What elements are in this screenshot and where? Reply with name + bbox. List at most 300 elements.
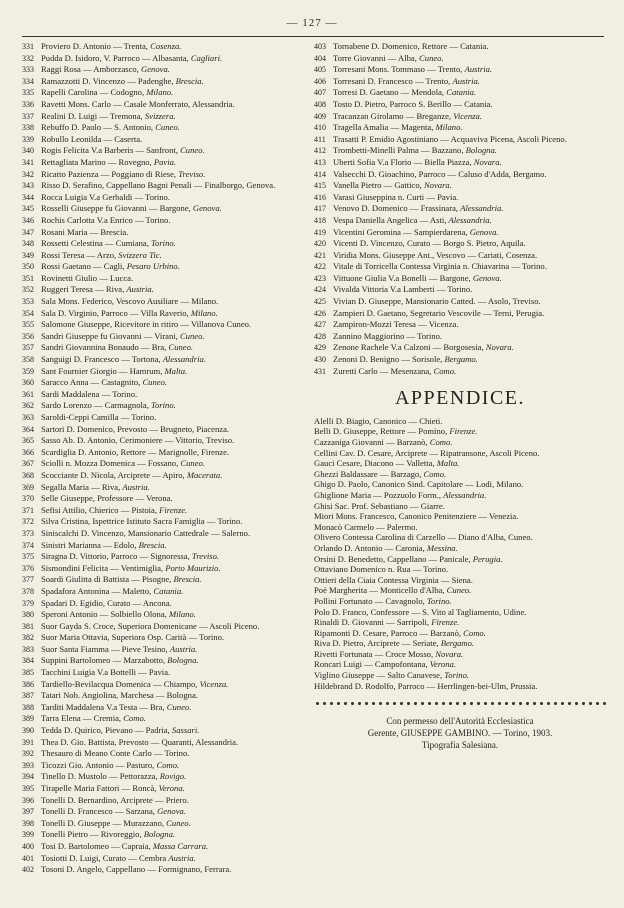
appendix-entry [314, 659, 606, 670]
entry-locality: Austria. [452, 75, 480, 86]
entry-number: 415 [314, 181, 326, 191]
entry-locality: Cuneo. [155, 122, 180, 133]
entry-text: Zampieri D. Gaetano, Segretario Vescovile — Terni, Perugia. [333, 307, 545, 318]
entry-locality: Messina. [426, 542, 458, 553]
entry-text: Rapelli Carolina — Codogno, [41, 87, 147, 98]
entry-number: 426 [314, 308, 326, 318]
entry-text: Riva D. Pietro, Arciprete — Seriate, [314, 638, 441, 649]
entry-number: 381 [22, 621, 34, 631]
entry-text: Cazzaniga Giovanni — Barzanò, [314, 437, 430, 447]
entry-number: 395 [22, 784, 34, 793]
entry-text: Saroldi-Ceppi Camilla — Torino. [41, 412, 157, 422]
list-entry [22, 818, 305, 830]
appendix-entry [314, 490, 606, 501]
appendix-entry [314, 575, 606, 586]
entry-locality: Malta. [436, 458, 460, 469]
entry-text: Soardi Giulitta di Battista — Pisogne, [41, 574, 174, 585]
list-entry [314, 87, 606, 99]
entry-number: 361 [22, 389, 34, 399]
list-entry [22, 516, 305, 528]
entry-text: Salomone Giuseppe, Ricevitore in ritiro — Villanova Cuneo. [41, 319, 252, 330]
entry-text: Scocciante D. Nicola, Arciprete — Apiro, [41, 469, 187, 480]
list-entry [314, 308, 606, 320]
appendix-entry [314, 564, 606, 575]
entry-number: 405 [314, 65, 326, 75]
entry-locality: Como. [156, 759, 180, 770]
list-entry [22, 99, 305, 111]
appendix-entry [314, 585, 606, 596]
list-entry [22, 458, 305, 470]
entry-text: Rovinetti Giulio — Lucca. [41, 272, 134, 283]
entry-locality: Cosenza. [150, 41, 182, 51]
entry-text: Rivetti Fortunata — Croce Mosso, [314, 648, 436, 659]
entry-locality: Firenze. [449, 426, 478, 437]
list-entry [22, 795, 305, 807]
entry-number: 334 [22, 76, 34, 86]
list-entry [22, 760, 305, 772]
list-entry [314, 192, 606, 204]
entry-number: 369 [22, 482, 34, 492]
entry-number: 360 [22, 378, 34, 388]
entry-text: Trombetti-Minelli Palma — Bazzano, [333, 145, 466, 156]
entry-number: 331 [22, 42, 34, 51]
list-entry [22, 134, 305, 146]
entry-number: 353 [22, 297, 34, 307]
entry-number: 414 [314, 169, 326, 179]
list-entry [22, 493, 305, 505]
entry-number: 365 [22, 436, 34, 446]
entry-text: Tosiotti D. Luigi, Curato — Cembra [41, 852, 169, 863]
list-entry [314, 41, 606, 53]
entry-number: 340 [22, 146, 34, 156]
entry-number: 347 [22, 227, 34, 237]
entry-text: Valsecchi D. Gioachino, Parroco — Caluso d'Adda, Bergamo. [333, 168, 547, 179]
entry-number: 351 [22, 273, 34, 283]
list-entry [22, 250, 305, 262]
list-entry [314, 99, 606, 111]
entry-text: Sala Mons. Federico, Vescovo Ausiliare — Milano. [41, 296, 219, 307]
entry-text: Rinaldi D. Giovanni — Sarripoli, [314, 617, 432, 628]
entry-text: Orsini D. Benedetto, Cappellano — Panicale, [314, 553, 473, 564]
entry-text: Alelli D. Biagio, Canonico — Chieti. [314, 415, 443, 426]
entry-locality: Austria. [168, 852, 196, 863]
list-entry [22, 308, 305, 320]
entry-number: 407 [314, 88, 326, 98]
entry-text: Gauci Cesare, Diacono — Valletta, [314, 458, 437, 469]
list-entry [22, 76, 305, 88]
list-entry [22, 644, 305, 656]
entry-locality: Porto Maurizio. [165, 562, 221, 573]
list-entry [22, 528, 305, 540]
list-entry [314, 64, 606, 76]
entry-text: Risso D. Serafino, Cappellano Bagni Penali — Finalborgo, Genova. [41, 180, 276, 191]
entry-locality: Verona. [158, 783, 185, 793]
entry-text: Tosoni D. Angelo, Cappellano — Formignano, Ferrara. [41, 864, 232, 875]
list-entry [22, 551, 305, 563]
entry-text: Ghisi Sac. Prof. Sebastiano — Giarre. [314, 500, 445, 511]
list-entry [22, 806, 305, 818]
appendix-entry [314, 617, 606, 628]
entry-locality: Genova. [141, 64, 170, 75]
entry-text: Vivalda Vittoria V.a Lamberti — Torino. [333, 284, 473, 295]
entry-number: 359 [22, 366, 34, 376]
list-entry [314, 319, 606, 331]
entry-text: Vicentini Geromina — Sampierdarena, [333, 226, 470, 237]
entry-locality: Cagliari. [190, 52, 223, 63]
list-entry [22, 284, 305, 296]
entry-text: Sandri Giuseppe fu Giovanni — Virani, [41, 330, 180, 341]
entry-number: 348 [22, 239, 34, 249]
list-entry [22, 482, 305, 494]
entry-locality: Como. [433, 365, 457, 376]
list-entry [314, 331, 606, 343]
entry-text: Ruggeri Teresa — Riva, [41, 284, 127, 295]
list-entry [22, 667, 305, 679]
entry-locality: Alessandria. [162, 354, 206, 365]
colophon [314, 715, 606, 751]
list-entry [22, 540, 305, 552]
list-entry [22, 447, 305, 459]
entry-locality: Vicenza. [199, 678, 229, 689]
entry-number: 344 [22, 192, 34, 202]
list-entry [22, 505, 305, 517]
entry-text: Robullo Leonilda — Caserta. [41, 133, 143, 144]
entry-locality: Sassari. [171, 725, 200, 736]
list-entry [22, 574, 305, 586]
entry-locality: Novara. [473, 156, 502, 167]
entry-locality: Firenze. [159, 504, 188, 515]
list-entry [22, 655, 305, 667]
appendix-entry [314, 554, 606, 565]
entry-locality: Bologna. [465, 145, 497, 156]
entry-locality: Brescia. [175, 75, 204, 86]
entry-number: 419 [314, 227, 326, 237]
entry-number: 408 [314, 99, 326, 109]
entry-number: 350 [22, 262, 34, 272]
list-entry [314, 145, 606, 157]
entry-locality: Svizzera. [144, 110, 176, 121]
right-column [314, 41, 606, 751]
entry-text: Monacò Carmelo — Palermo. [314, 521, 418, 532]
entry-locality: Firenze. [431, 617, 460, 628]
entry-text: Ravetti Mons. Carlo — Casale Monferrato, Alessandria. [41, 98, 235, 109]
entry-locality: Austria. [169, 643, 198, 654]
entry-text: Zuretti Carlo — Mesenzana, [333, 365, 434, 376]
entry-text: Venovo D. Domenico — Frassinara, [333, 203, 461, 214]
entry-text: Tonelli Pietro — Rivoreggio, [41, 829, 144, 840]
appendix-entry [314, 670, 606, 681]
entry-number: 376 [22, 563, 34, 573]
appendix-entry [314, 458, 606, 469]
list-entry [22, 87, 305, 99]
appendix-entry [314, 543, 606, 554]
entry-number: 391 [22, 737, 34, 747]
entry-number: 336 [22, 99, 34, 109]
entry-text: Suppini Bartolomeo — Marzabotto, [41, 655, 168, 666]
entry-text: Selle Giuseppe, Professore — Verona. [41, 493, 173, 504]
entry-locality: Catania. [153, 585, 184, 596]
appendix-entry [314, 649, 606, 660]
entry-text: Zenoni D. Benigno — Sorisole, [333, 354, 445, 365]
entry-text: Raggi Rosa — Amborzasco, [41, 64, 142, 75]
entry-number: 349 [22, 250, 34, 260]
list-entry [22, 400, 305, 412]
entry-locality: Pesaro Urbino. [126, 261, 180, 272]
list-entry [22, 435, 305, 447]
list-entry [22, 470, 305, 482]
entry-number: 409 [314, 111, 326, 121]
entry-number: 424 [314, 285, 326, 295]
entry-number: 384 [22, 656, 34, 666]
entry-text: Vivian D. Giuseppe, Mansionario Catted. — Asolo, Treviso. [333, 296, 541, 307]
entry-locality: Cuneo. [180, 145, 205, 156]
entry-number: 355 [22, 320, 34, 330]
entry-locality: Vicenza. [453, 110, 482, 121]
entry-text: Rossetti Celestina — Cumiana, [41, 238, 152, 249]
entry-text: Tarra Elena — Cremia, [41, 713, 124, 724]
entry-locality: Austria. [122, 481, 150, 492]
list-entry [314, 111, 606, 123]
entry-number: 383 [22, 644, 34, 654]
entry-text: Torresi D. Gaetano — Mendola, [333, 87, 447, 98]
entry-number: 380 [22, 610, 34, 620]
entry-locality: Cuneo. [179, 330, 205, 341]
entry-locality: Pavia. [153, 156, 177, 167]
entry-text: Belli D. Giuseppe, Rettore — Pomino, [314, 426, 450, 437]
appendix-entry [314, 607, 606, 618]
left-column [22, 41, 305, 876]
entry-locality: Alessandria. [460, 203, 504, 214]
appendix-entry [314, 501, 606, 512]
entry-number: 373 [22, 528, 34, 538]
entry-number: 368 [22, 470, 34, 480]
entry-text: Zenone Rachele V.a Calzoni — Borgosesia, [333, 342, 486, 353]
entry-locality: Milano. [435, 122, 463, 133]
entry-text: Tonelli D. Bernardino, Arciprete — Priero. [41, 794, 189, 805]
list-entry [22, 586, 305, 598]
appendix-entry [314, 522, 606, 533]
appendix-entry [314, 448, 606, 459]
entry-locality: Verona. [429, 659, 456, 670]
entry-locality: Genova. [192, 203, 222, 214]
entry-text: Proviero D. Antonio — Trenta, [41, 41, 151, 51]
list-entry [314, 169, 606, 181]
entry-number: 337 [22, 111, 34, 121]
list-entry [22, 771, 305, 783]
entry-number: 416 [314, 192, 326, 202]
appendix-entry [314, 628, 606, 639]
list-entry [22, 41, 305, 53]
entry-locality: Novara. [485, 342, 514, 353]
entry-text: Viridia Mons. Giuseppe Ant., Vescovo — Cariati, Cosenza. [333, 249, 538, 260]
appendix-entry [314, 437, 606, 448]
entry-text: Sinistri Marianna — Edolo, [41, 539, 139, 550]
list-entry [22, 679, 305, 691]
entry-text: Tragella Amalia — Magenta, [333, 122, 436, 133]
entry-number: 398 [22, 818, 34, 828]
entry-locality: Catania. [446, 87, 477, 98]
appendix-list [314, 416, 606, 691]
entry-locality: Milano. [146, 87, 174, 98]
entry-locality: Torino. [151, 400, 176, 411]
list-entry [314, 366, 606, 378]
list-entry [22, 331, 305, 343]
list-entry [22, 192, 305, 204]
entry-number: 397 [22, 807, 34, 817]
entry-text: Suor Gayda S. Croce, Superiora Domenicane — Ascoli Piceno. [41, 620, 260, 631]
entry-text: Spadari D. Egidio, Curato — Ancona. [41, 597, 172, 608]
appendix-entry [314, 469, 606, 480]
entry-locality: Cuneo. [419, 52, 444, 63]
list-entry [22, 53, 305, 65]
list-entry [22, 215, 305, 227]
entry-text: Tacchini Luigia V.a Bottelli — Pavia. [41, 667, 171, 678]
right-entry-list [314, 41, 606, 377]
list-entry [314, 53, 606, 65]
list-entry [314, 238, 606, 250]
entry-text: Tosi D. Bartolomeo — Capraia, [41, 840, 153, 851]
entry-text: Speroni Antonio — Solbiello Olona, [41, 609, 169, 620]
entry-text: Orlando D. Antonio — Caronia, [314, 542, 427, 553]
list-entry [314, 157, 606, 169]
entry-text: Zampiron-Mozzi Teresa — Vicenza. [333, 319, 459, 330]
entry-text: Pudda D. Isidoro, V. Parroco — Albasanta, [41, 52, 191, 63]
entry-text: Ticozzi Gio. Antonio — Pasturo, [41, 759, 157, 770]
list-entry [22, 354, 305, 366]
list-entry [314, 250, 606, 262]
appendix-entry [314, 532, 606, 543]
list-entry [314, 180, 606, 192]
entry-text: Tedda D. Quirico, Pievano — Padria, [41, 725, 172, 736]
entry-text: Tarditi Maddalena V.a Testa — Bra, [41, 701, 167, 712]
entry-number: 428 [314, 331, 326, 341]
entry-text: Miori Mons. Francesco, Canonico Penitenziere — Venezia. [314, 511, 519, 522]
entry-text: Sardo Lorenzo — Carmagnola, [41, 400, 152, 411]
entry-text: Pollini Fortunato — Cavagnolo, [314, 595, 427, 606]
entry-text: Sala D. Virginio, Parroco — Villa Raverio, [41, 307, 191, 318]
entry-text: Realini D. Luigi — Tremona, [41, 110, 145, 121]
entry-number: 332 [22, 53, 34, 63]
list-entry [22, 377, 305, 389]
entry-text: Tonelli D. Francesco — Sarzana, [41, 806, 158, 817]
list-entry [22, 64, 305, 76]
entry-locality: Bologna. [143, 829, 176, 840]
list-entry [22, 238, 305, 250]
entry-text: Tinello D. Mustolo — Pettorazza, [41, 771, 160, 782]
entry-locality: Como. [429, 437, 453, 447]
entry-text: Rochis Carlotta V.a Enrico — Torino. [41, 214, 171, 225]
entry-locality: Novara. [423, 180, 452, 191]
appendix-entry [314, 511, 606, 522]
entry-locality: Como. [123, 713, 146, 724]
entry-number: 387 [22, 691, 34, 701]
entry-text: Hildebrand D. Rodolfo, Parroco — Herrlingen-bei-Ulm, Prussia. [314, 680, 538, 691]
entry-number: 362 [22, 401, 34, 411]
list-entry [22, 609, 305, 621]
entry-text: Rosselli Giuseppe fu Giovanni — Bargone, [41, 203, 193, 214]
header-rule [22, 36, 604, 37]
list-entry [314, 296, 606, 308]
entry-text: Ottaviano Domenico n. Rua — Torino. [314, 564, 449, 575]
entry-text: Tosto D. Pietro, Parroco S. Berillo — Catania. [333, 98, 493, 109]
entry-number: 404 [314, 53, 326, 63]
list-entry [22, 690, 305, 702]
entry-locality: Bergamo. [444, 354, 478, 365]
entry-locality: Cuneo. [168, 342, 194, 353]
entry-text: Sasso Ab. D. Antonio, Cerimoniere — Vittorio, Treviso. [41, 435, 235, 446]
entry-locality: Genova. [157, 806, 186, 817]
entry-number: 411 [314, 134, 326, 144]
list-entry [314, 215, 606, 227]
list-entry [314, 203, 606, 215]
list-entry [22, 864, 305, 876]
entry-text: Olivero Contessa Carolina di Carzello — Diano d'Alba, Cuneo. [314, 532, 533, 543]
entry-locality: Genova. [472, 272, 502, 283]
entry-text: Saracco Anna — Castagnito, [41, 377, 143, 388]
entry-text: Ricatto Pazienza — Poggiano di Riese, [41, 168, 179, 179]
publisher-line: Gerente, GIUSEPPE GAMBINO. — Torino, 1903. [367, 728, 553, 739]
entry-locality: Bologna. [167, 655, 199, 666]
list-entry [22, 748, 305, 760]
page-number: — 127 — [286, 17, 338, 29]
list-entry [22, 261, 305, 273]
entry-locality: Torino. [151, 238, 176, 249]
list-entry [22, 841, 305, 853]
entry-number: 413 [314, 157, 326, 167]
appendix-entry [314, 638, 606, 649]
list-entry [22, 783, 305, 795]
entry-text: Rogis Felicita V.a Barberis — Sanfront, [41, 145, 181, 156]
entry-locality: Novara. [435, 648, 464, 659]
list-entry [22, 725, 305, 737]
list-entry [314, 342, 606, 354]
entry-locality: Como. [423, 468, 447, 479]
list-entry [22, 829, 305, 841]
entry-number: 390 [22, 726, 34, 736]
entry-number: 430 [314, 355, 326, 365]
entry-text: Ramazzotti D. Vincenzo — Padenghe, [41, 75, 176, 86]
entry-text: Vicenti D. Vincenzo, Curato — Borgo S. Pietro, Aquila. [333, 238, 526, 249]
entry-locality: Milano. [190, 307, 218, 318]
entry-text: Thesauro di Meano Conte Carlo — Torino. [41, 748, 190, 759]
entry-number: 374 [22, 540, 34, 550]
entry-locality: Austria. [464, 64, 493, 75]
entry-locality: Svizzera Tic. [118, 249, 162, 260]
entry-number: 356 [22, 331, 34, 341]
entry-text: Varasi Giuseppina n. Curti — Pavia. [333, 191, 459, 202]
entry-locality: Austria. [126, 284, 154, 295]
list-entry [22, 319, 305, 331]
entry-number: 346 [22, 215, 34, 225]
entry-number: 403 [314, 42, 326, 51]
list-entry [22, 563, 305, 575]
entry-number: 358 [22, 355, 34, 365]
entry-number: 378 [22, 586, 34, 596]
entry-text: Suor Maria Ottavia, Superiora Osp. Carità — Torino. [41, 632, 225, 643]
entry-number: 364 [22, 424, 34, 434]
entry-text: Scardiglia D. Antonio, Rettore — Marignolle, Firenze. [41, 446, 230, 457]
entry-text: Roncari Luigi — Campofontana, [314, 659, 430, 670]
entry-number: 392 [22, 749, 34, 759]
entry-number: 379 [22, 598, 34, 608]
entry-text: Ghigo D. Paolo, Canonico Sind. Capitolare — Lodi, Milano. [314, 479, 524, 490]
entry-text: Trasatti P. Emidio Agostiniano — Acquaviva Picena, Ascoli Piceno. [333, 133, 567, 144]
entry-number: 357 [22, 343, 34, 353]
entry-number: 354 [22, 308, 34, 318]
entry-locality: Cuneo. [142, 377, 168, 388]
entry-text: Vanella Pietro — Gattico, [333, 180, 424, 191]
list-entry [22, 389, 305, 401]
